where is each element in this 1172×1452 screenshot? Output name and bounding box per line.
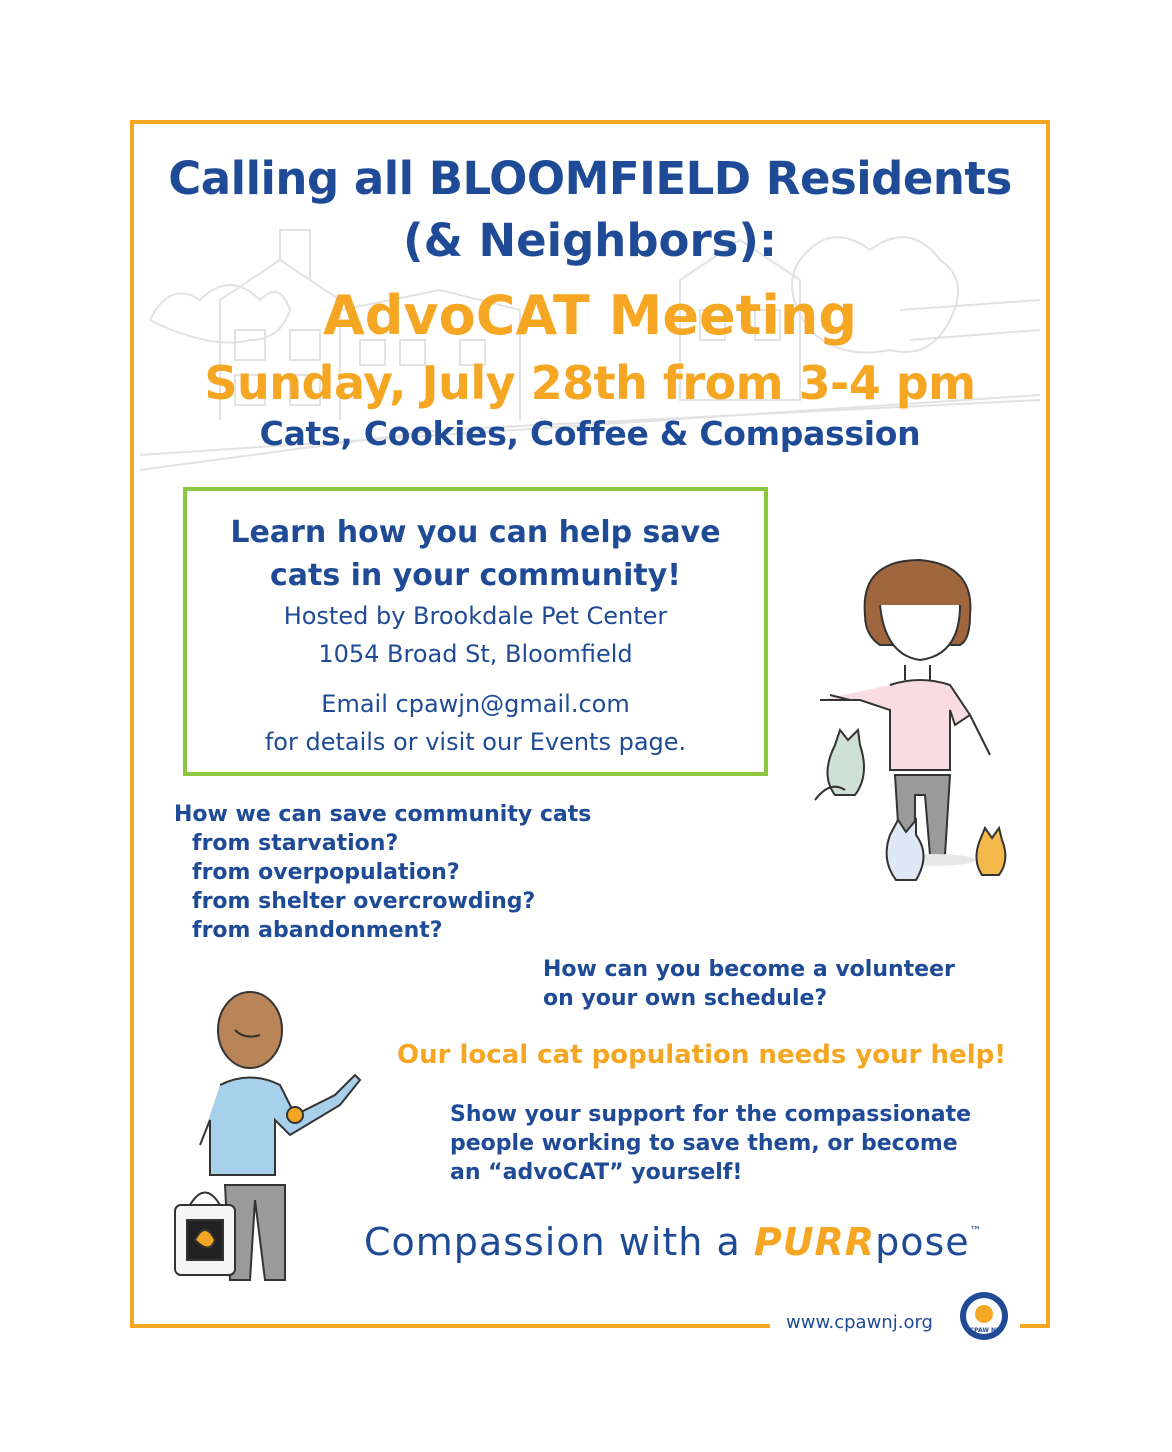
info-box	[183, 487, 768, 776]
volunteer-question	[543, 955, 955, 1013]
info-heading-line-2: cats in your community!	[269, 558, 681, 593]
support-text	[450, 1100, 971, 1187]
host-text: Hosted by Brookdale Pet Center	[283, 602, 668, 630]
cpaw-logo-icon	[958, 1290, 1010, 1342]
slogan-accent: PURR	[753, 1220, 876, 1264]
slogan	[364, 1220, 983, 1264]
man-with-carrier-illustration	[165, 985, 405, 1285]
question-item: from starvation?	[192, 831, 399, 856]
address-text: 1054 Broad St, Bloomfield	[318, 640, 633, 668]
volunteer-line-1: How can you become a volunteer	[543, 957, 955, 982]
event-date-time: Sunday, July 28th from 3-4 pm	[204, 356, 976, 410]
title-line-1: Calling all BLOOMFIELD Residents	[168, 152, 1012, 205]
questions-block	[174, 800, 591, 945]
support-line-1: Show your support for the compassionate	[450, 1102, 972, 1127]
logo-text: CPAW NJ	[969, 1327, 999, 1334]
slogan-prefix: Compassion with a	[364, 1220, 754, 1264]
slogan-suffix: pose	[875, 1220, 970, 1264]
event-tagline: Cats, Cookies, Coffee & Compassion	[259, 414, 921, 453]
support-line-2: people working to save them, or become	[450, 1131, 958, 1156]
trademark-mark: ™	[969, 1224, 983, 1238]
website-link[interactable]: www.cpawnj.org	[786, 1312, 933, 1333]
title-line-2: (& Neighbors):	[403, 214, 777, 267]
question-item: from overpopulation?	[192, 860, 460, 885]
questions-lead: How we can save community cats	[174, 802, 592, 827]
needs-help-text: Our local cat population needs your help!	[397, 1040, 1007, 1070]
event-name: AdvoCAT Meeting	[322, 284, 857, 347]
question-item: from shelter overcrowding?	[192, 889, 536, 914]
email-text: Email cpawjn@gmail.com	[321, 690, 630, 718]
info-heading-line-1: Learn how you can help save	[230, 515, 721, 550]
volunteer-line-2: on your own schedule?	[543, 986, 828, 1011]
woman-with-cats-illustration	[795, 545, 1035, 925]
support-line-3: an “advoCAT” yourself!	[450, 1160, 743, 1185]
question-item: from abandonment?	[192, 918, 443, 943]
details-text: for details or visit our Events page.	[264, 728, 687, 756]
